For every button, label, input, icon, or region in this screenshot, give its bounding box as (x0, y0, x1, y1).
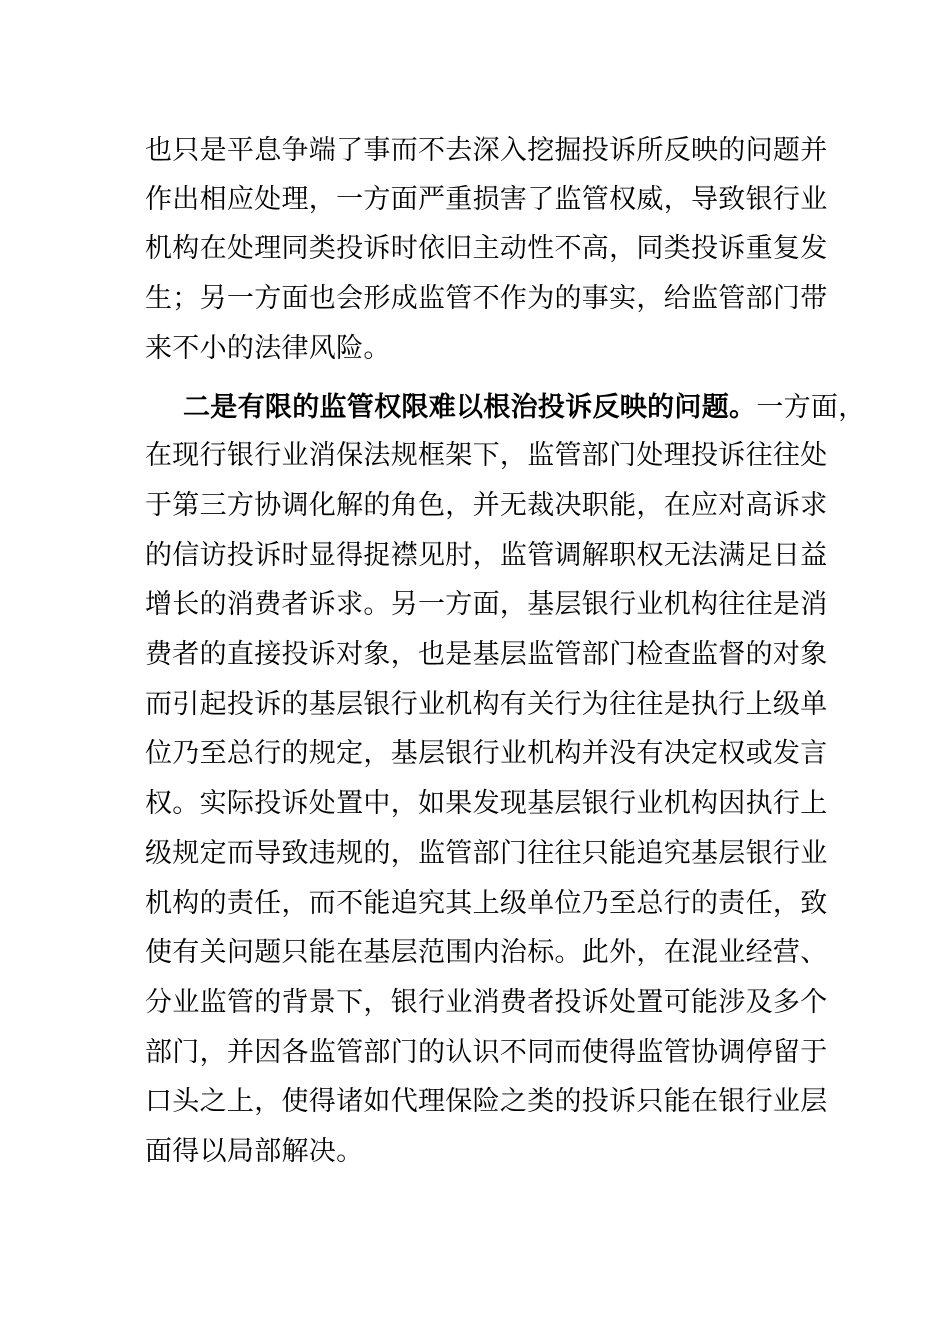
text-line: 来不小的法律风险。 (145, 333, 391, 364)
text-line: 于第三方协调化解的角色，并无裁决职能，在应对高诉求 (145, 490, 828, 521)
text-line: 使有关问题只能在基层范围内治标。此外，在混业经营、 (145, 937, 828, 968)
text-line: 口头之上，使得诸如代理保险之类的投诉只能在银行业层 (145, 1086, 828, 1117)
text-line: 增长的消费者诉求。另一方面，基层银行业机构往往是消 (145, 589, 828, 620)
text-line: 分业监管的背景下，银行业消费者投诉处置可能涉及多个 (145, 987, 828, 1018)
text-line: 面得以局部解决。 (145, 1136, 364, 1167)
text-line: 机构在处理同类投诉时依旧主动性不高，同类投诉重复发 (145, 233, 828, 264)
text-line: 机构的责任，而不能追究其上级单位乃至总行的责任，致 (145, 888, 828, 919)
text-line: 部门，并因各监管部门的认识不同而使得监管协调停留于 (145, 1037, 828, 1068)
text-line: 费者的直接投诉对象，也是基层监管部门检查监督的对象 (145, 639, 828, 670)
paragraph-first-line (183, 388, 866, 428)
text-line: 权。实际投诉处置中，如果发现基层银行业机构因执行上 (145, 788, 828, 819)
text-line: 生；另一方面也会形成监管不作为的事实，给监管部门带 (145, 283, 828, 314)
text-line: 位乃至总行的规定，基层银行业机构并没有决定权或发言 (145, 738, 828, 769)
text-line: 作出相应处理，一方面严重损害了监管权威，导致银行业 (145, 184, 828, 215)
text-line: 级规定而导致违规的，监管部门往往只能追究基层银行业 (145, 838, 828, 869)
paragraph-heading: 二是有限的监管权限难以根治投诉反映的问题。 (183, 392, 757, 423)
text-line: 的信访投诉时显得捉襟见肘，监管调解职权无法满足日益 (145, 540, 828, 571)
text-line: 在现行银行业消保法规框架下，监管部门处理投诉往往处 (145, 440, 828, 471)
text-span: 一方面， (756, 392, 866, 423)
text-line: 也只是平息争端了事而不去深入挖掘投诉所反映的问题并 (145, 135, 828, 166)
text-line: 而引起投诉的基层银行业机构有关行为往往是执行上级单 (145, 689, 828, 720)
